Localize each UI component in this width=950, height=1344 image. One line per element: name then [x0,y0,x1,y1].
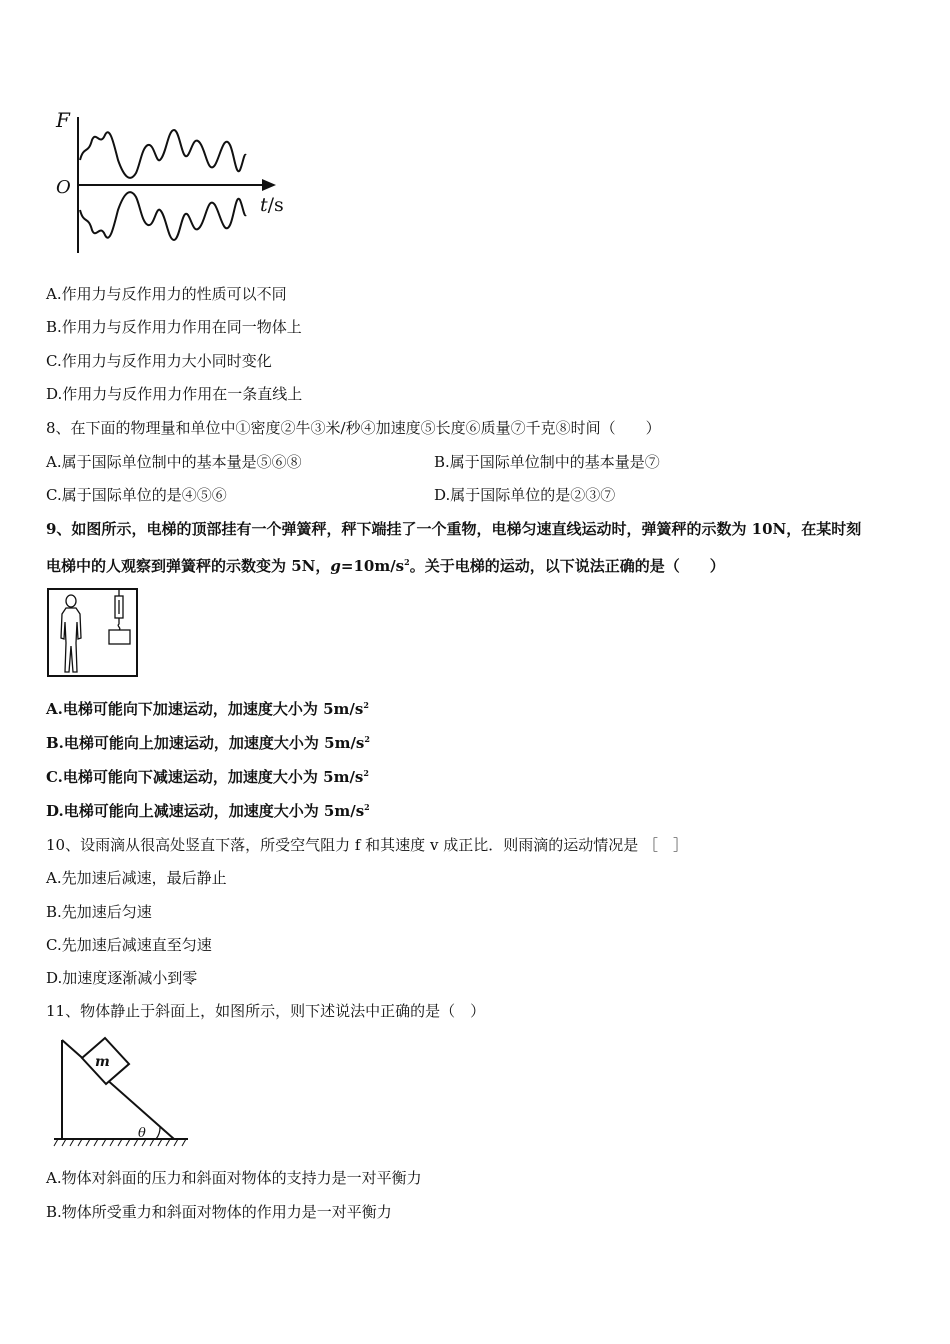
q11-stem: 11、物体静止于斜面上，如图所示，则下述说法中正确的是（ ） [46,1002,486,1020]
x-axis-arrow [262,179,276,191]
q7-option-c: C.作用力与反作用力大小同时变化 [46,352,272,370]
q10-option-c: C.先加速后减速直至匀速 [46,936,212,954]
ground-hatch [54,1139,186,1146]
y-axis-label: F [56,108,70,132]
q9-option-a: A.电梯可能向下加速运动，加速度大小为 $5m/s^2$ [46,700,369,718]
x-axis-label: t/s [260,194,284,216]
q11-option-b: B.物体所受重力和斜面对物体的作用力是一对平衡力 [46,1203,392,1221]
origin-label: O [56,177,71,198]
incline-figure [52,1036,190,1150]
q9-stem-line2: 电梯中的人观察到弹簧秤的示数变为 5N，$g=10m/s^2$。关于电梯的运动，以下说法正确的是（ ） [46,557,725,575]
q7-option-d: D.作用力与反作用力作用在一条直线上 [46,385,303,403]
q9-stem-line1: 9、如图所示，电梯的顶部挂有一个弹簧秤，秤下端挂了一个重物，电梯匀速直线运动时，弹簧秤的示数为 10N，在某时刻 [46,520,862,538]
elevator-figure [47,588,139,678]
q7-option-a: A.作用力与反作用力的性质可以不同 [46,285,287,303]
angle-label: θ [138,1126,146,1141]
q10-option-b: B.先加速后匀速 [46,903,152,921]
q10-option-a: A.先加速后减速，最后静止 [46,869,227,887]
reaction-force-curve [80,192,246,240]
q8-option-a: A.属于国际单位制中的基本量是⑤⑥⑧ [46,453,302,471]
q8-option-c: C.属于国际单位的是④⑤⑥ [46,486,227,504]
mass-label: m [95,1054,110,1070]
q7-option-b: B.作用力与反作用力作用在同一物体上 [46,318,302,336]
q9-option-c: C.电梯可能向下减速运动，加速度大小为 $5m/s^2$ [46,768,369,786]
q8-stem: 8、在下面的物理量和单位中①密度②牛③米/秒④加速度⑤长度⑥质量⑦千克⑧时间（ ） [46,419,661,437]
q11-option-a: A.物体对斜面的压力和斜面对物体的支持力是一对平衡力 [46,1169,422,1187]
q10-option-d: D.加速度逐渐减小到零 [46,969,198,987]
angle-arc [156,1127,160,1139]
spring-scale-icon [109,590,130,644]
person-icon [61,595,81,672]
q9-option-d: D.电梯可能向上减速运动，加速度大小为 $5m/s^2$ [46,802,370,820]
q8-option-d: D.属于国际单位的是②③⑦ [434,486,616,504]
action-force-curve [80,130,246,178]
q10-stem: 10、设雨滴从很高处竖直下落，所受空气阻力 f 和其速度 v 成正比．则雨滴的运动情况是 ［ ］ [46,836,688,854]
q8-option-b: B.属于国际单位制中的基本量是⑦ [434,453,660,471]
q9-option-b: B.电梯可能向上加速运动，加速度大小为 $5m/s^2$ [46,734,370,752]
force-time-graph [50,105,290,260]
